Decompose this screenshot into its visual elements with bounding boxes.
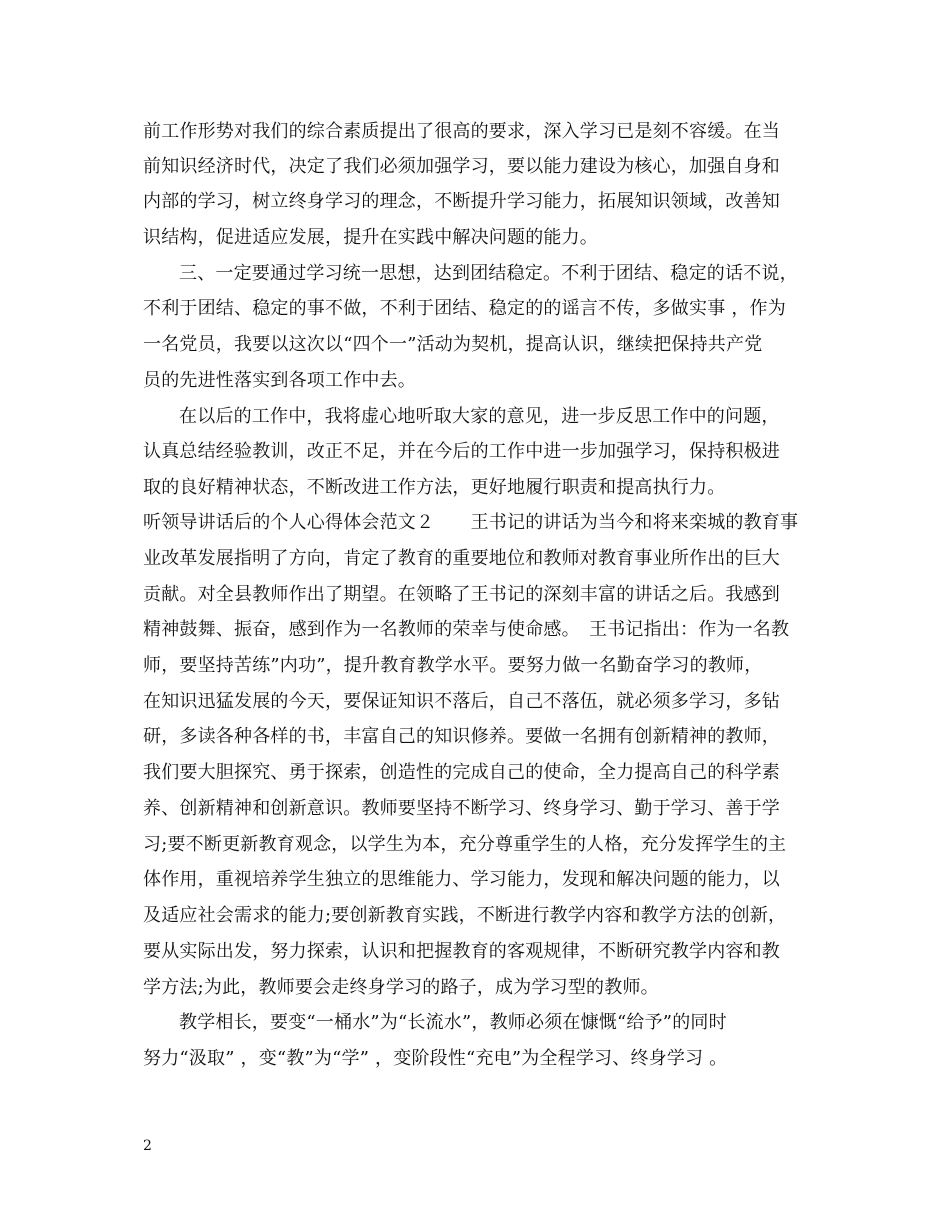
text-line: 识结构，促进适应发展，提升在实践中解决问题的能力。 [143, 227, 598, 248]
text-line: 精神鼓舞、振奋，感到作为一名教师的荣幸与使命感。 王书记指出：作为一名教 [143, 619, 790, 640]
text-line: 我们要大胆探究、勇于探索，创造性的完成自己的使命，全力提高自己的科学素 [143, 762, 780, 783]
text-line: 要从实际出发，努力探索，认识和把握教育的客观规律，不断研究教学内容和教 [143, 941, 780, 962]
text-line: 取的良好精神状态，不断改进工作方法，更好地履行职责和提高执行力。 [143, 477, 726, 498]
text-line: 前工作形势对我们的综合素质提出了很高的要求，深入学习已是刻不容缓。在当 [143, 121, 780, 142]
paragraph-first-line: 在以后的工作中，我将虚心地听取大家的意见，进一步反思工作中的问题， [179, 406, 780, 427]
text-line: 内部的学习，树立终身学习的理念，不断提升学习能力，拓展知识领域，改善知 [143, 191, 780, 212]
text-line: 养、创新精神和创新意识。教师要坚持不断学习、终身学习、勤于学习、善于学 [143, 798, 780, 819]
paragraph-first-line: 教学相长，要变“一桶水”为“长流水”，教师必须在慷慨“给予”的同时 [179, 1012, 727, 1033]
text-line: 一名党员，我要以这次以“四个一”活动为契机，提高认识，继续把保持共产党 [143, 334, 763, 355]
text-line: 在知识迅猛发展的今天，要保证知识不落后，自己不落伍，就必须多学习，多钻 [143, 691, 780, 712]
text-line: 认真总结经验教训，改正不足，并在今后的工作中进一步加强学习，保持积极进 [143, 441, 780, 462]
text-line: 不利于团结、稳定的事不做，不利于团结、稳定的的谣言不传，多做实事 ，作为 [143, 298, 786, 319]
paragraph-first-line: 三、一定要通过学习统一思想，达到团结稳定。不利于团结、稳定的话不说， [179, 263, 798, 284]
text-line: 研，多读各种各样的书，丰富自己的知识修养。要做一名拥有创新精神的教师， [143, 726, 780, 747]
text-line: 前知识经济时代，决定了我们必须加强学习，要以能力建设为核心，加强自身和 [143, 156, 780, 177]
text-line: 学方法;为此，教师要会走终身学习的路子，成为学习型的教师。 [143, 977, 659, 998]
text-line: 体作用，重视培养学生独立的思维能力、学习能力，发现和解决问题的能力，以 [143, 869, 780, 890]
text-line: 业改革发展指明了方向，肯定了教育的重要地位和教师对教育事业所作出的巨大 [143, 548, 780, 569]
text-line: 师，要坚持苦练”内功”，提升教育教学水平。要努力做一名勤奋学习的教师， [143, 655, 763, 676]
text-line: 贡献。对全县教师作出了期望。在领略了王书记的深刻丰富的讲话之后。我感到 [143, 584, 780, 605]
section-heading-line: 听领导讲话后的个人心得体会范文２ 王书记的讲话为当今和将来栾城的教育事 [143, 512, 799, 533]
text-line: 及适应社会需求的能力;要创新教育实践，不断进行教学内容和教学方法的创新， [143, 905, 787, 926]
text-line: 努力“汲取” ，变“教”为“学” ，变阶段性“充电”为全程学习、终身学习 。 [143, 1048, 728, 1069]
text-line: 习;要不断更新教育观念，以学生为本，充分尊重学生的人格，充分发挥学生的主 [143, 834, 787, 855]
page-number: 2 [143, 1138, 152, 1154]
text-line: 员的先进性落实到各项工作中去。 [143, 370, 416, 391]
